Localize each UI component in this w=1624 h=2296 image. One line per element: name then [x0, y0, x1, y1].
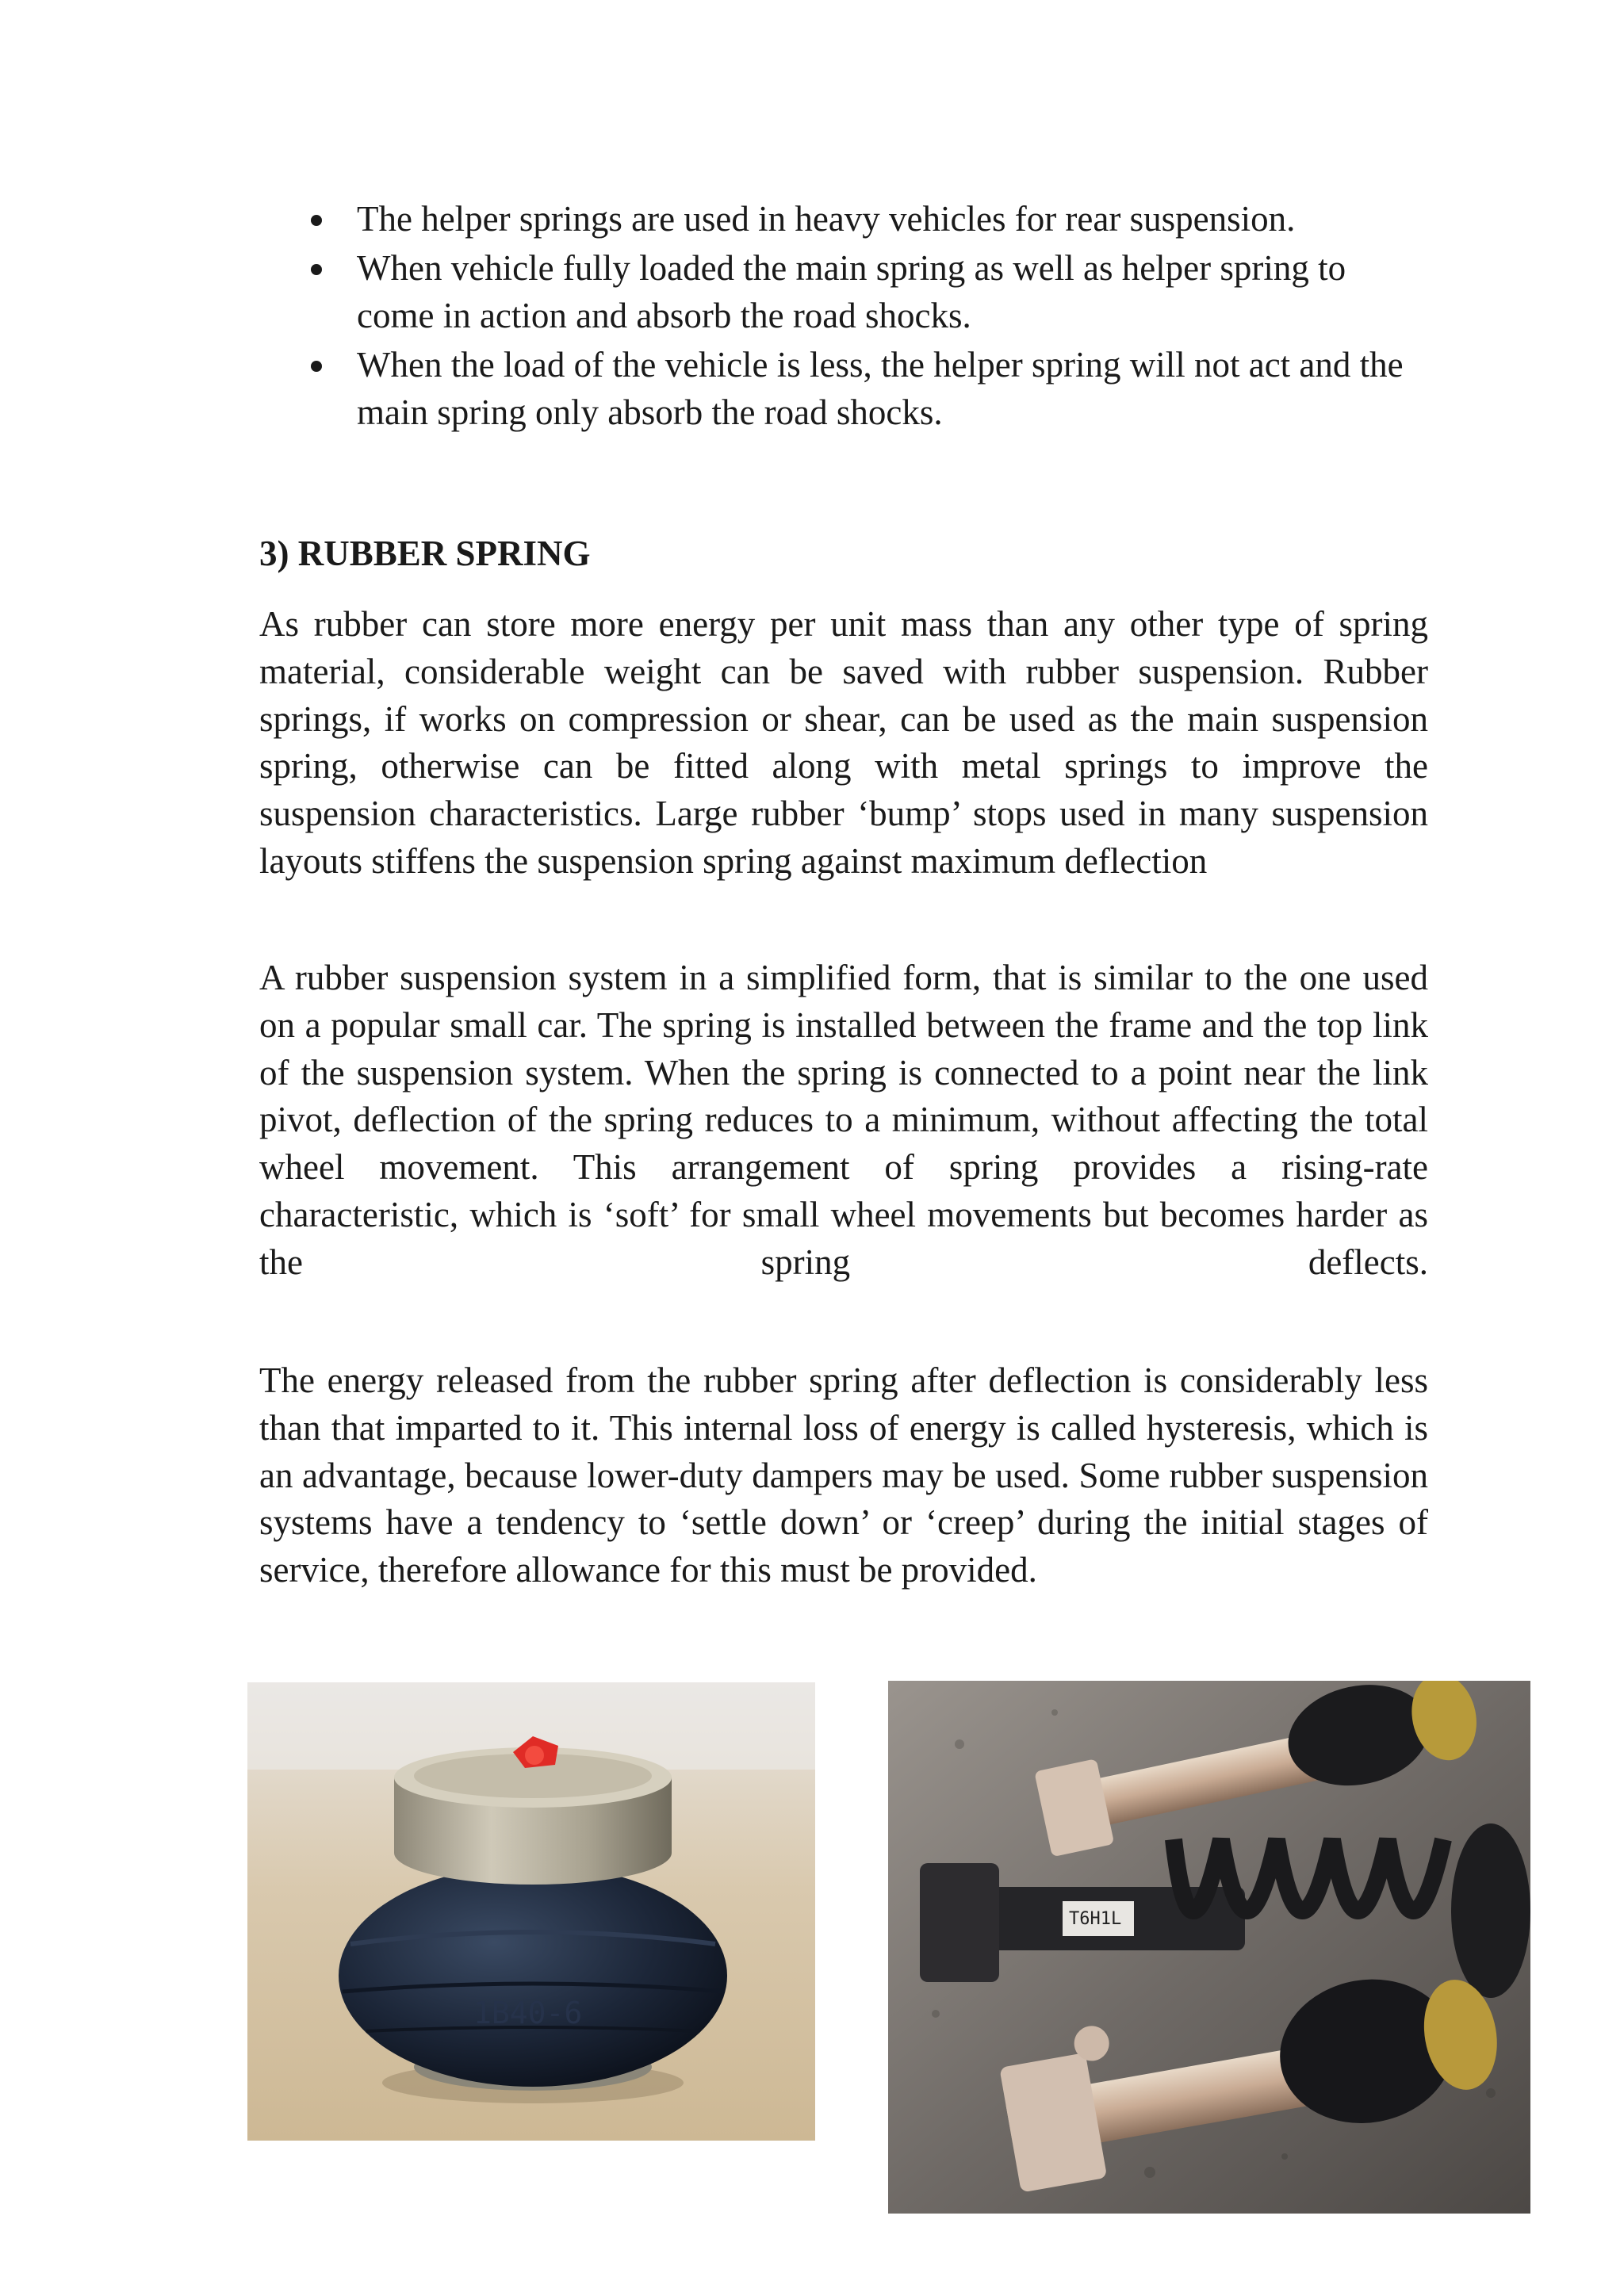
bullet-item: The helper springs are used in heavy vehicles for rear suspension. — [301, 195, 1427, 243]
bullet-item: When vehicle fully loaded the main spring as well as helper spring to come in action and absorb the road shocks. — [301, 244, 1427, 339]
paragraph-rubber-energy: As rubber can store more energy per unit mass than any other type of spring material, considerable weight can be saved with rubber suspension. Rubber springs, if works on compression or shear, can be used as the main suspension spring, otherwise can be fitted along with metal springs to improve the suspension characteristics. Large rubber ‘bump’ stops used in many suspension layouts stiffens the suspension spring against maximum deflection — [259, 604, 1428, 881]
bullet-item: When the load of the vehicle is less, the helper spring will not act and the main spring only absorb the road shocks. — [301, 341, 1427, 436]
strut-assembly-photo — [888, 1681, 1530, 2214]
air-spring-marking: 1B40-6 — [473, 1996, 583, 2030]
paragraph-rubber-system: A rubber suspension system in a simplified form, that is similar to the one used on a popular small car. The spring is installed between the frame and the top link of the suspension system. When the spring is connected to a point near the link pivot, deflection of the spring reduces to a minimum, without affecting the total wheel movement. This arrangement of spring provides a rising-rate characteristic, which is ‘soft’ for small wheel movements but becomes harder as the spring deflects. — [259, 958, 1428, 1282]
paragraph-hysteresis: The energy released from the rubber spring after deflection is considerably less than that imparted to it. This internal loss of energy is called hysteresis, which is an advantage, because lower-duty dampers may be used. Some rubber suspension systems have a tendency to ‘settle down’ or ‘creep’ during the initial stages of service, therefore allowance for this must be provided. — [259, 1360, 1428, 1590]
section-heading: 3) RUBBER SPRING — [259, 534, 591, 573]
bullet-list — [301, 195, 1427, 438]
strut-tag: T6H1L — [1069, 1909, 1122, 1929]
rubber-air-spring-photo — [247, 1682, 815, 2141]
